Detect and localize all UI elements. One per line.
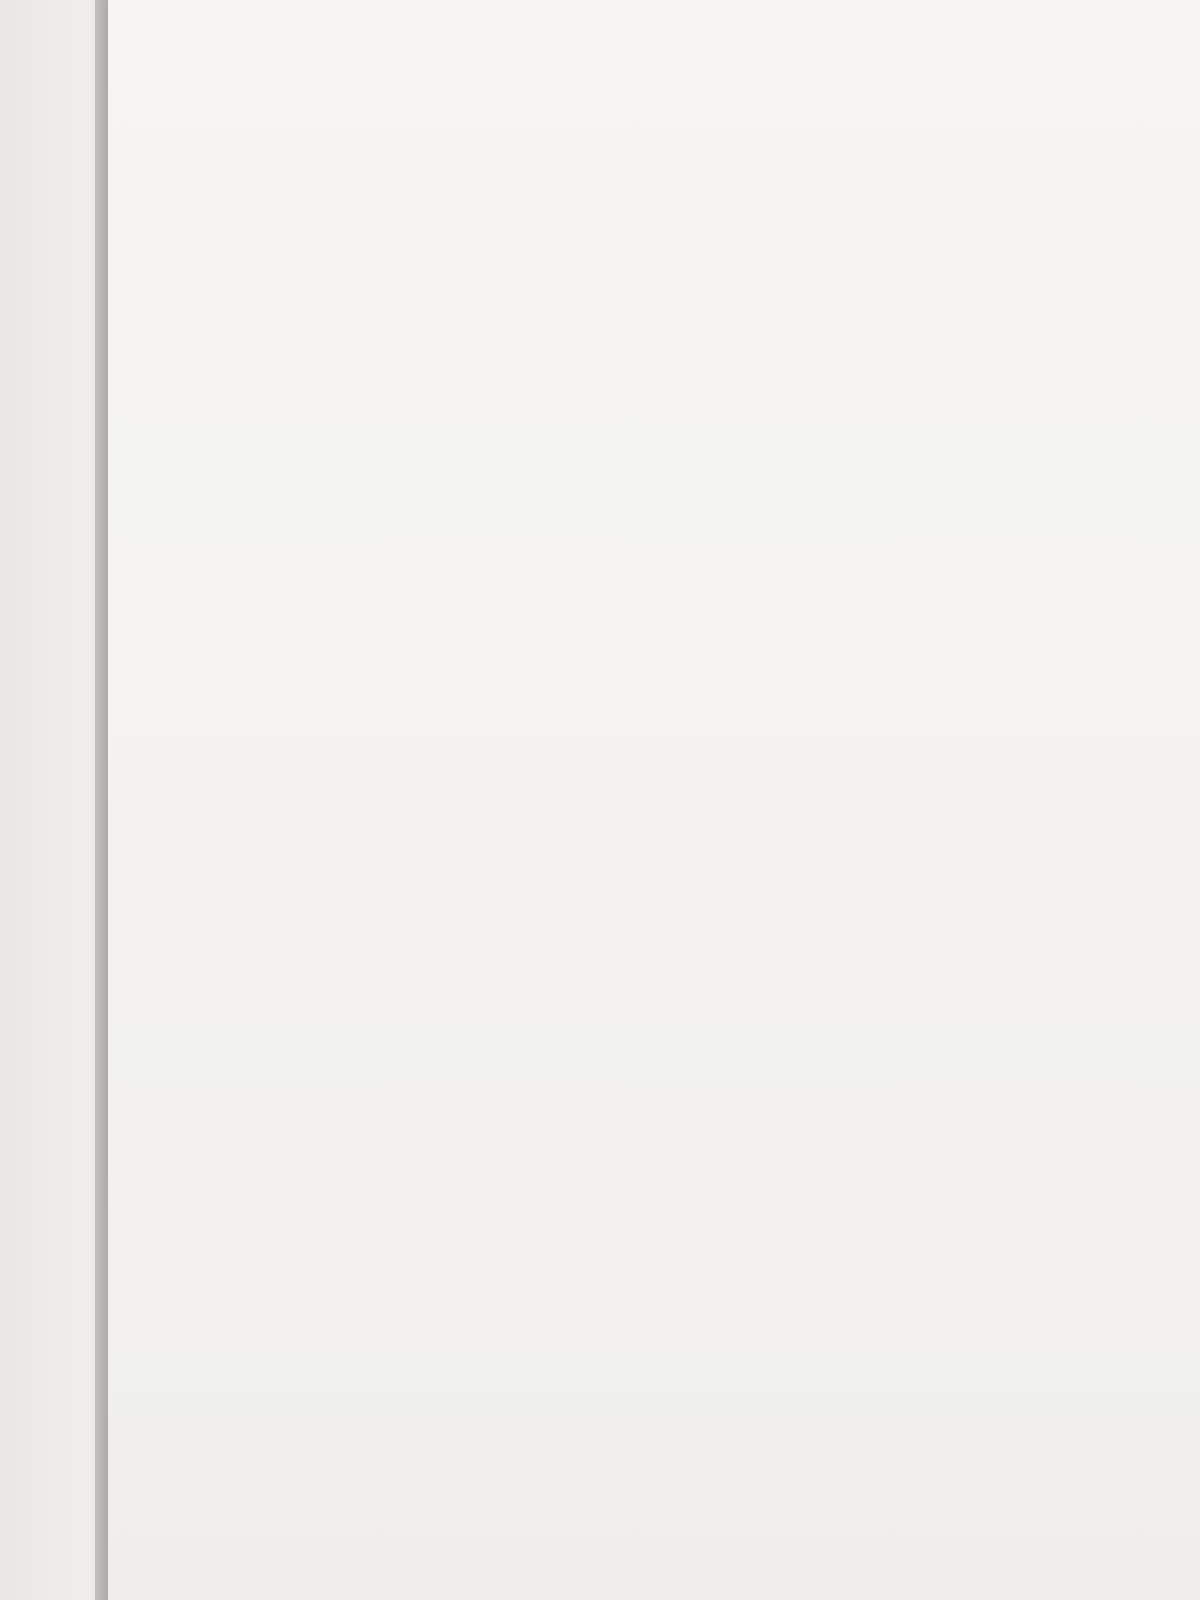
top-paragraph — [212, 140, 1122, 165]
book-page — [108, 0, 1200, 1600]
page-header — [548, 82, 1108, 96]
main-paragraphs — [178, 485, 1158, 490]
section-heading — [442, 416, 902, 423]
